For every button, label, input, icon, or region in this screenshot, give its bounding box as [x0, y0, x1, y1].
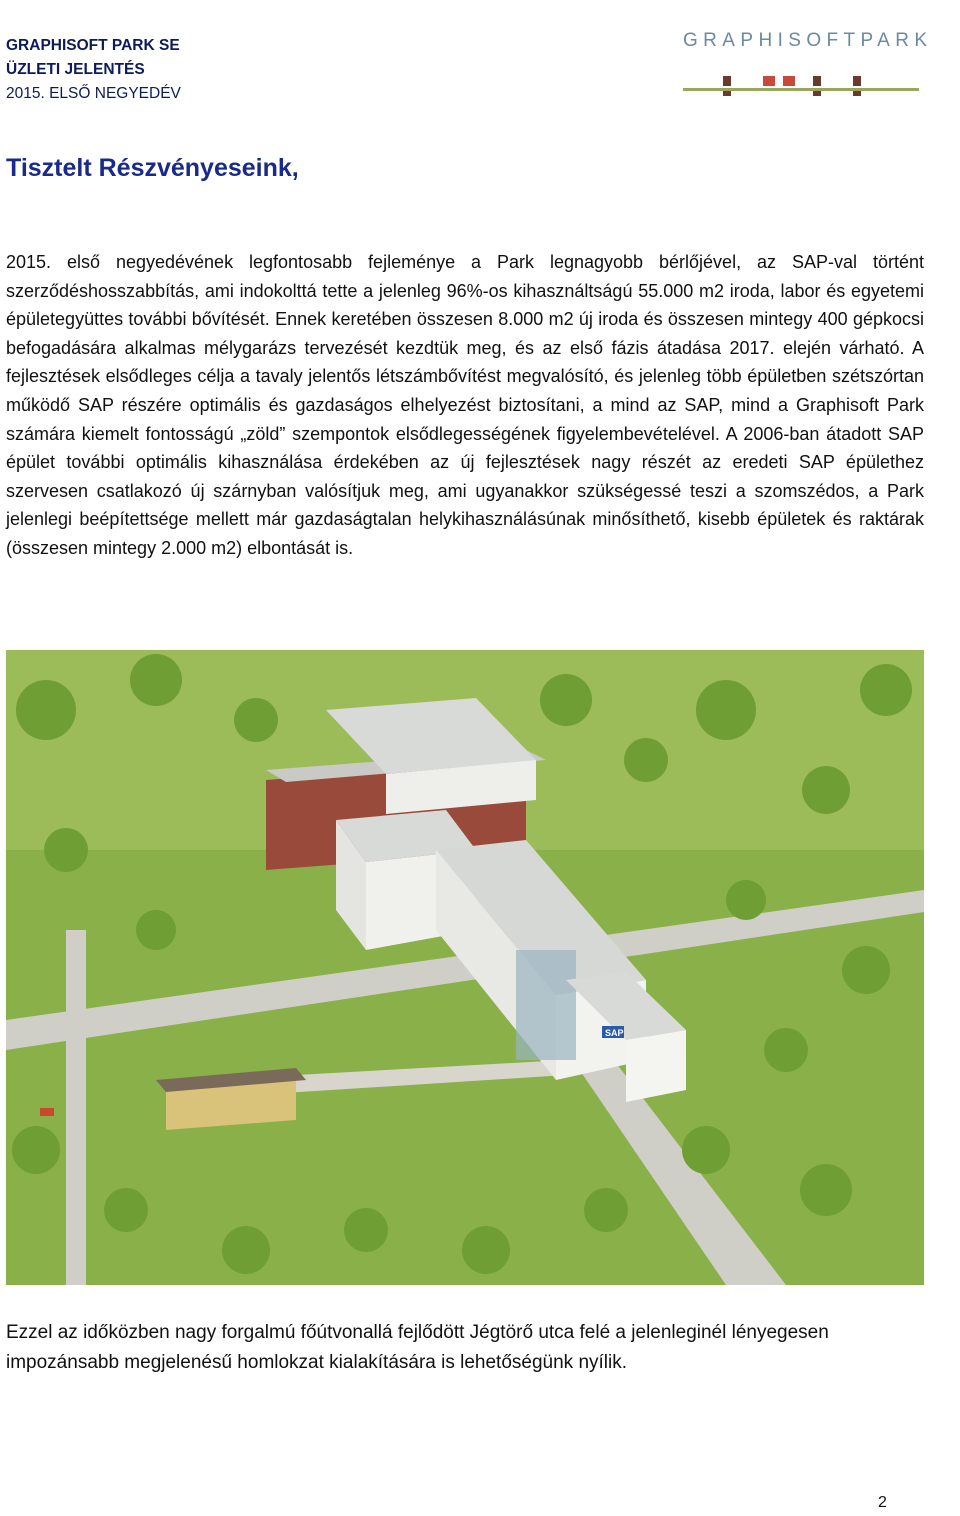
aerial-building-illustration [6, 650, 924, 1285]
report-type: ÜZLETI JELENTÉS [6, 61, 145, 78]
logo-square [853, 91, 861, 96]
path [66, 930, 86, 1285]
report-period: 2015. ELSŐ NEGYEDÉV [6, 85, 181, 102]
body-paragraph-1: 2015. első negyedévének legfontosabb fejleménye a Park legnagyobb bérlőjével, az SAP-val történt szerződéshosszabbítás, ami indokolttá tette a jelenleg 96%-os kihasználtságú 55.000 m2 iroda, labor és egyetemi épületegyüttes további bővítését. Ennek keretében összesen 8.000 m2 új iroda és összesen mintegy 400 gépkocsi befogadására alkalmas mélygarázs tervezését kezdtük meg, és az első fázis átadása 2017. elején várható. A fejlesztések elsődleges célja a tavaly jelentős létszámbővítést megvalósító, és jelenleg több épületben szétszórtan működő SAP részére optimális és gazdaságos elhelyezést biztosítani, a mind az SAP, mind a Graphisoft Park számára kiemelt fontosságú „zöld” szempontok elsődlegességének figyelembevételével. A 2006-ban átadott SAP épület további optimális kihasználása érdekében az új fejlesztések nagy részét az eredeti SAP épülethez szervesen csatlakozó új szárnyban valósítjuk meg, ami ugyanakkor szükségessé teszi a szomszédos, a Park jelenlegi beépítettsége mellett már gazdaságtalan helykihasználásúnak minősíthető, kisebb épületek és raktárak (összesen mintegy 2.000 m2) elbontását is. [6, 252, 924, 558]
glass-entrance [516, 950, 576, 1060]
facade [626, 1030, 686, 1102]
logo-square [723, 76, 731, 86]
report-header [6, 34, 181, 106]
car [40, 1108, 54, 1116]
company-name: GRAPHISOFT PARK SE [6, 37, 180, 54]
logo-graphic-icon [683, 46, 923, 96]
logo-square [723, 91, 731, 96]
logo-square [783, 76, 795, 86]
greeting-heading: Tisztelt Részvényeseink, [6, 154, 299, 182]
logo-square [813, 91, 821, 96]
logo-square [853, 76, 861, 86]
body-paragraph-2: Ezzel az időközben nagy forgalmú főútvonallá fejlődött Jégtörő utca felé a jelenleginél lényegesen impozánsabb megjelenésű homlokzat kialakítására is lehetőségünk nyílik. [6, 1322, 829, 1373]
sap-sign-text: SAP [605, 1028, 624, 1038]
graphisoft-park-logo [683, 30, 933, 110]
logo-square [813, 76, 821, 86]
building-render-image [6, 650, 924, 1285]
logo-wordmark: GRAPHISOFTPARK [683, 30, 933, 51]
logo-bar [683, 88, 919, 91]
page-number: 2 [878, 1494, 887, 1511]
logo-square [763, 76, 775, 86]
